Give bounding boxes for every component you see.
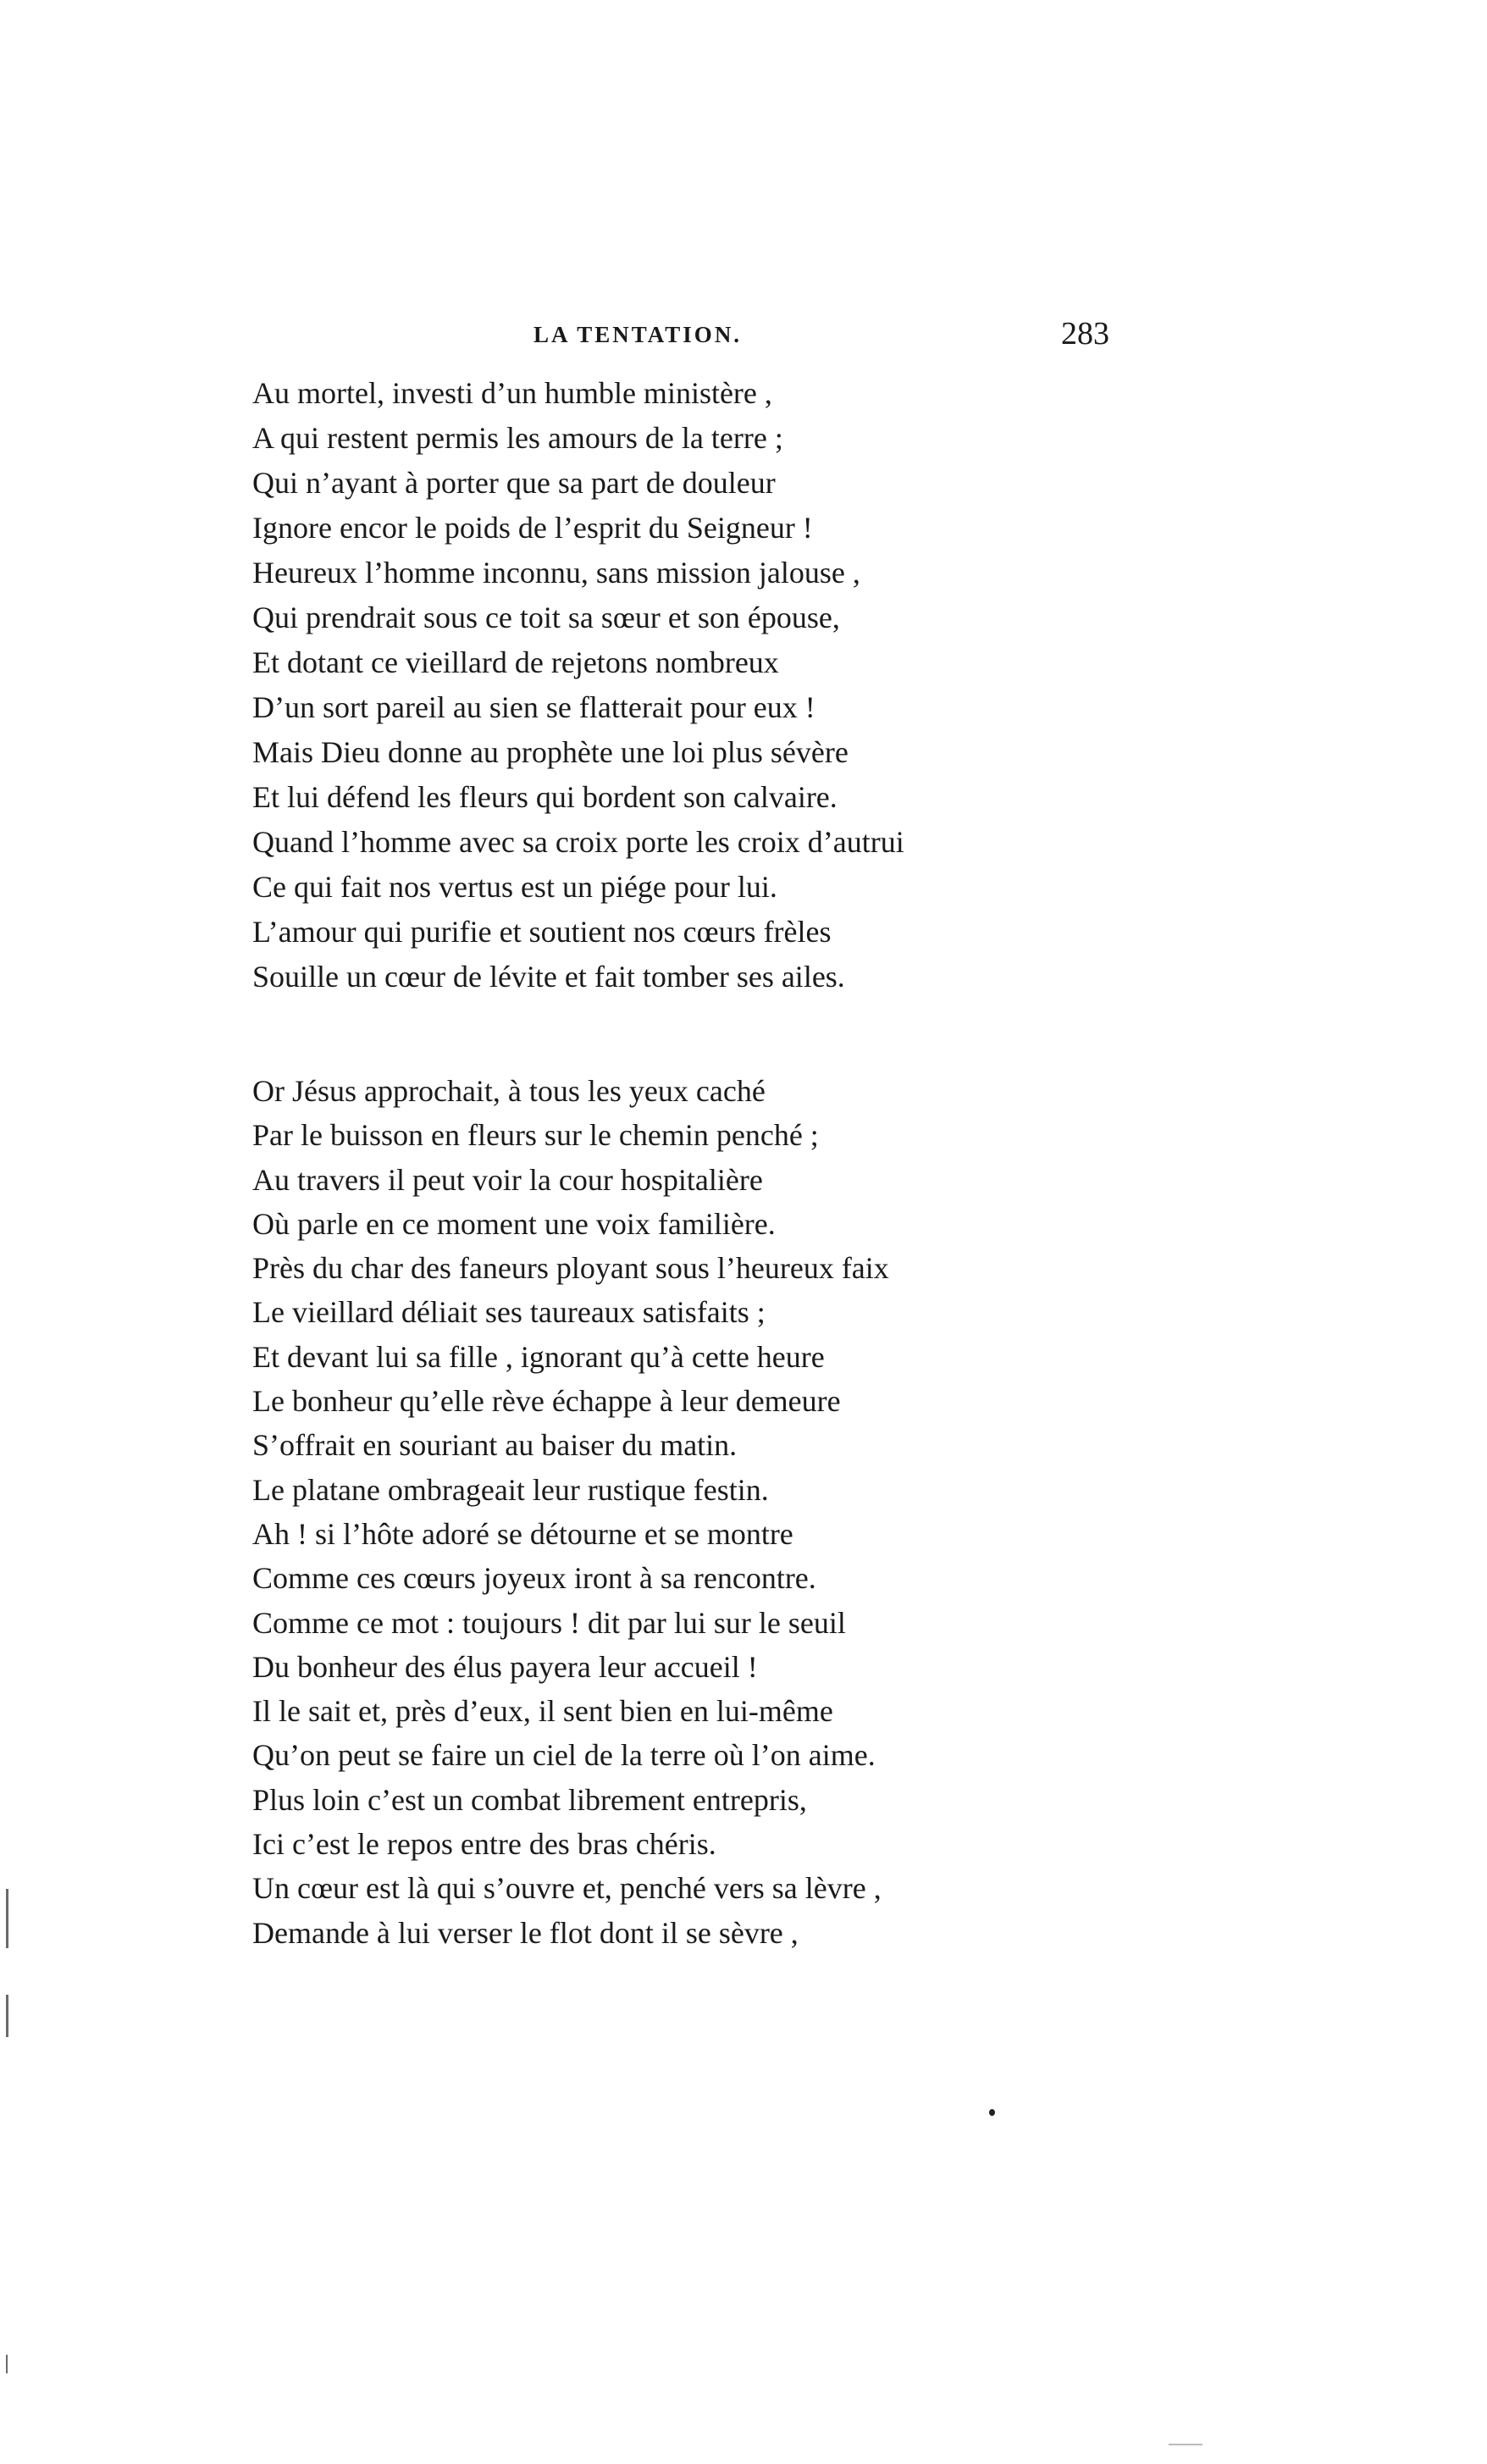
verse-line: Comme ce mot : toujours ! dit par lui sur le seuil [252,1605,846,1640]
scan-margin-mark [6,2355,8,2373]
page-number: 283 [1061,316,1109,352]
verse-line: Plus loin c’est un combat librement entrepris, [252,1782,807,1817]
verse-line: Qu’on peut se faire un ciel de la terre où l’on aime. [252,1738,876,1773]
verse-line: Demande à lui verser le flot dont il se sèvre , [252,1915,799,1950]
verse-line: Souille un cœur de lévite et fait tomber ses ailes. [252,960,845,994]
verse-line: Près du char des faneurs ployant sous l’heureux faix [252,1251,889,1286]
verse-line: Or Jésus approchait, à tous les yeux caché [252,1074,766,1108]
verse-line: Au mortel, investi d’un humble ministère , [252,376,772,410]
verse-line: Et lui défend les fleurs qui bordent son calvaire. [252,780,837,814]
verse-line: Et dotant ce vieillard de rejetons nombreux [252,645,779,679]
verse-line: Le vieillard déliait ses taureaux satisfaits ; [252,1295,766,1330]
verse-line: Le bonheur qu’elle rève échappe à leur demeure [252,1384,841,1419]
verse-line: Et devant lui sa fille , ignorant qu’à cette heure [252,1339,825,1374]
verse-line: L’amour qui purifie et soutient nos cœurs frèles [252,915,832,949]
running-head [254,315,1109,357]
verse-line: Ah ! si l’hôte adoré se détourne et se montre [252,1516,793,1551]
verse-line: Par le buisson en fleurs sur le chemin penché ; [252,1118,819,1153]
verse-line: Qui prendrait sous ce toit sa sœur et son épouse, [252,601,840,634]
verse-line: Ici c’est le repos entre des bras chéris. [252,1827,716,1862]
verse-line: Au travers il peut voir la cour hospitalière [252,1162,763,1197]
stanza-1 [252,371,1099,999]
running-title: LA TENTATION. [533,322,743,347]
verse-line: Quand l’homme avec sa croix porte les croix d’autrui [252,825,904,859]
verse-line: Où parle en ce moment une voix familière. [252,1206,776,1241]
verse-line: Qui n’ayant à porter que sa part de douleur [252,466,776,500]
verse-line: A qui restent permis les amours de la terre ; [252,421,783,455]
verse-line: Le platane ombrageait leur rustique festin. [252,1472,769,1507]
verse-line: Ignore encor le poids de l’esprit du Seigneur ! [252,511,813,545]
verse-line: Comme ces cœurs joyeux iront à sa rencontre. [252,1561,816,1596]
ink-speck [989,2109,995,2116]
scan-margin-mark [6,1995,8,2037]
verse-line: Du bonheur des élus payera leur accueil ! [252,1649,758,1684]
scan-edge-mark [1169,2444,1202,2445]
stanza-2 [252,1069,1099,1955]
verse-line: Mais Dieu donne au prophète une loi plus sévère [252,735,849,769]
verse-line: Il le sait et, près d’eux, il sent bien en lui-même [252,1694,833,1729]
verse-line: Un cœur est là qui s’ouvre et, penché vers sa lèvre , [252,1871,882,1906]
verse-line: S’offrait en souriant au baiser du matin. [252,1428,738,1463]
verse-line: Ce qui fait nos vertus est un piége pour lui. [252,870,777,904]
scan-margin-mark [6,1889,8,1948]
verse-line: Heureux l’homme inconnu, sans mission jalouse , [252,556,860,590]
verse-line: D’un sort pareil au sien se flatterait pour eux ! [252,690,815,724]
